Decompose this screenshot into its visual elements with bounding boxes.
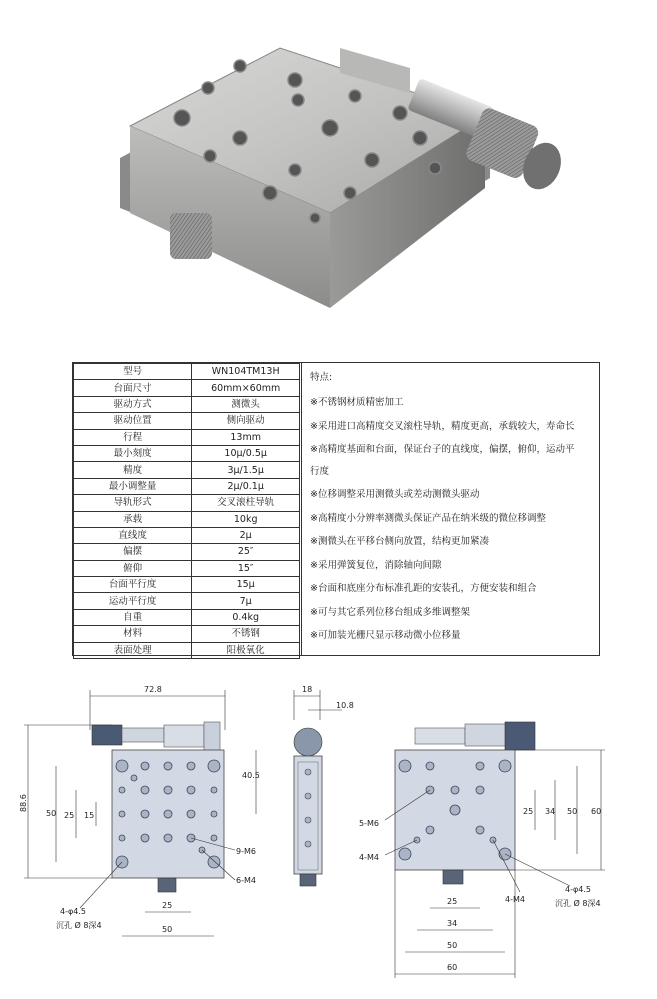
dim-label: 15 <box>84 811 95 820</box>
dim-label: 4-φ4.5 <box>60 907 86 916</box>
spec-key: 型号 <box>74 364 192 380</box>
spec-value: WN104TM13H <box>192 364 300 380</box>
table-row <box>74 511 300 527</box>
feature-item: ※高精度小分辨率测微头保证产品在纳米级的微位移调整 <box>310 512 546 524</box>
table-row <box>74 429 300 445</box>
feature-item: ※可加装光栅尺显示移动微小位移量 <box>310 630 461 641</box>
spec-key: 台面平行度 <box>74 577 192 593</box>
table-row <box>74 560 300 576</box>
dim-label: 10.8 <box>336 701 354 710</box>
spec-value: 测微头 <box>192 396 300 412</box>
spec-value: 3μ/1.5μ <box>192 462 300 478</box>
spec-value: 侧向驱动 <box>192 413 300 429</box>
spec-value: 25″ <box>192 544 300 560</box>
dim-label: 4-φ4.5 <box>565 885 591 894</box>
table-row <box>74 478 300 494</box>
dim-label: 50 <box>447 941 458 950</box>
dim-label: 72.8 <box>144 685 162 694</box>
dim-label: 9-M6 <box>236 847 256 856</box>
table-row <box>74 609 300 625</box>
feature-item: ※位移调整采用测微头或差动测微头驱动 <box>310 489 480 500</box>
dim-label: 60 <box>591 807 602 816</box>
dim-label: 25 <box>523 807 534 816</box>
spec-value: 2μ/0.1μ <box>192 478 300 494</box>
spec-value: 0.4kg <box>192 609 300 625</box>
spec-value: 60mm×60mm <box>192 380 300 396</box>
spec-table <box>72 362 600 656</box>
dim-label: 4-M4 <box>359 853 379 862</box>
feature-item: ※测微头在平移台侧向放置，结构更加紧凑 <box>310 536 489 547</box>
table-row <box>74 642 300 658</box>
feature-item: ※不锈钢材质精密加工 <box>310 397 404 408</box>
spec-value: 2μ <box>192 527 300 543</box>
side-view-drawing <box>280 680 360 920</box>
dim-label: 25 <box>447 897 458 906</box>
dim-label: 50 <box>162 925 173 934</box>
dim-label: 6-M4 <box>236 876 256 885</box>
table-row <box>74 626 300 642</box>
table-row <box>74 544 300 560</box>
front-view-drawing <box>20 680 270 990</box>
feature-item: 行度 <box>310 465 330 477</box>
dim-label: 60 <box>447 963 458 972</box>
spec-key: 偏摆 <box>74 544 192 560</box>
dim-label: 沉孔 Ø 8深4 <box>555 899 601 908</box>
spec-value: 15″ <box>192 560 300 576</box>
spec-key: 最小刻度 <box>74 445 192 461</box>
dim-label: 沉孔 Ø 8深4 <box>56 921 102 930</box>
feature-item: ※可与其它系列位移台组成多维调整架 <box>310 606 470 618</box>
table-row <box>74 495 300 511</box>
spec-value: 交叉滚柱导轨 <box>192 495 300 511</box>
spec-key: 运动平行度 <box>74 593 192 609</box>
spec-key: 直线度 <box>74 527 192 543</box>
dim-label: 50 <box>567 807 578 816</box>
dim-label: 34 <box>545 807 556 816</box>
spec-key: 自重 <box>74 609 192 625</box>
dim-label: 88.6 <box>19 794 28 812</box>
dim-label: 4-M4 <box>505 895 525 904</box>
table-row <box>74 593 300 609</box>
dim-label: 5-M6 <box>359 819 379 828</box>
spec-key: 导轨形式 <box>74 495 192 511</box>
feature-item: ※高精度基面和台面，保证台子的直线度，偏摆，俯仰，运动平 <box>310 444 575 455</box>
dim-label: 25 <box>162 901 173 910</box>
spec-key: 表面处理 <box>74 642 192 658</box>
spec-key: 驱动方式 <box>74 396 192 412</box>
table-row <box>74 380 300 396</box>
table-row <box>74 462 300 478</box>
spec-key: 精度 <box>74 462 192 478</box>
spec-key: 驱动位置 <box>74 413 192 429</box>
table-row <box>74 413 300 429</box>
spec-key: 材料 <box>74 626 192 642</box>
spec-value: 7μ <box>192 593 300 609</box>
dim-label: 25 <box>64 811 75 820</box>
spec-value: 10μ/0.5μ <box>192 445 300 461</box>
spec-value: 阳极氧化 <box>192 642 300 658</box>
spec-parameters <box>73 363 300 659</box>
table-row <box>74 445 300 461</box>
spec-key: 行程 <box>74 429 192 445</box>
table-row <box>74 396 300 412</box>
spec-value: 不锈钢 <box>192 626 300 642</box>
spec-key: 俯仰 <box>74 560 192 576</box>
spec-key: 最小调整量 <box>74 478 192 494</box>
feature-item: ※采用弹簧复位，消除轴向间隙 <box>310 559 442 571</box>
dim-label: 50 <box>46 809 57 818</box>
top-view-drawing <box>355 680 645 990</box>
table-row <box>74 527 300 543</box>
feature-item: ※采用进口高精度交叉滚柱导轨，精度更高，承载较大，寿命长 <box>310 420 575 432</box>
spec-key: 台面尺寸 <box>74 380 192 396</box>
dim-label: 34 <box>447 919 458 928</box>
dim-label: 18 <box>302 685 313 694</box>
features-panel <box>301 363 599 655</box>
spec-value: 10kg <box>192 511 300 527</box>
dim-label: 40.5 <box>242 771 260 780</box>
feature-item: ※台面和底座分布标准孔距的安装孔，方便安装和组合 <box>310 583 537 594</box>
spec-value: 13mm <box>192 429 300 445</box>
product-photo <box>90 8 590 348</box>
table-row <box>74 577 300 593</box>
table-row <box>74 364 300 380</box>
spec-key: 承载 <box>74 511 192 527</box>
features-title: 特点: <box>310 372 333 383</box>
spec-value: 15μ <box>192 577 300 593</box>
